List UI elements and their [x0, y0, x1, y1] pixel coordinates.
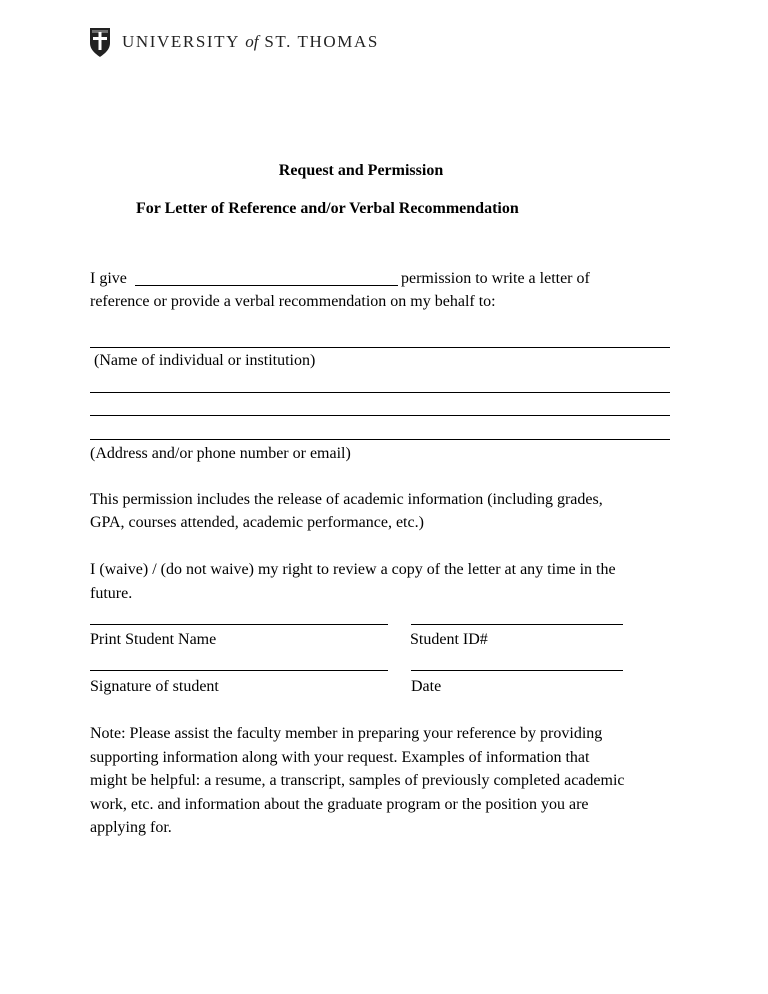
date-label: Date — [411, 678, 442, 695]
release-line-1: This permission includes the release of academic information (including grades, — [90, 491, 603, 508]
document-subtitle: For Letter of Reference and/or Verbal Recommendation — [136, 200, 519, 217]
note-line-1: Note: Please assist the faculty member in preparing your reference by providing — [90, 725, 603, 742]
student-id-label: Student ID# — [410, 631, 488, 648]
grantee-name-field[interactable] — [135, 285, 398, 286]
university-name-of: of — [245, 32, 259, 51]
address-label: (Address and/or phone number or email) — [90, 445, 351, 462]
university-name-part2: ST. THOMAS — [264, 32, 379, 51]
address-field-1[interactable] — [90, 392, 670, 393]
student-id-field[interactable] — [411, 624, 623, 625]
print-student-name-label: Print Student Name — [90, 631, 217, 648]
university-logo — [88, 26, 379, 58]
release-line-2: GPA, courses attended, academic performance, etc.) — [90, 514, 424, 531]
university-name-part1: UNIVERSITY — [122, 32, 240, 51]
address-field-2[interactable] — [90, 415, 670, 416]
recipient-name-field[interactable] — [90, 347, 670, 348]
permission-line-1 — [90, 267, 127, 290]
note-line-5: applying for. — [90, 819, 172, 836]
signature-label: Signature of student — [90, 678, 219, 695]
permission-line-1-end: permission to write a letter of — [401, 270, 590, 287]
date-field[interactable] — [411, 670, 623, 671]
note-line-3: might be helpful: a resume, a transcript, samples of previously completed academic — [90, 772, 625, 789]
recipient-name-label: (Name of individual or institution) — [94, 352, 316, 369]
signature-field[interactable] — [90, 670, 388, 671]
note-line-2: supporting information along with your request. Examples of information that — [90, 749, 590, 766]
shield-icon — [88, 26, 112, 58]
university-name — [122, 32, 379, 52]
print-student-name-field[interactable] — [90, 624, 388, 625]
waiver-line-2: future. — [90, 585, 133, 602]
note-line-4: work, etc. and information about the graduate program or the position you are — [90, 796, 589, 813]
waiver-line-1: I (waive) / (do not waive) my right to review a copy of the letter at any time in the — [90, 561, 616, 578]
permission-line-2: reference or provide a verbal recommendation on my behalf to: — [90, 293, 496, 310]
permission-line-1-start: I give — [90, 270, 127, 287]
address-field-3[interactable] — [90, 439, 670, 440]
document-title: Request and Permission — [278, 162, 444, 179]
